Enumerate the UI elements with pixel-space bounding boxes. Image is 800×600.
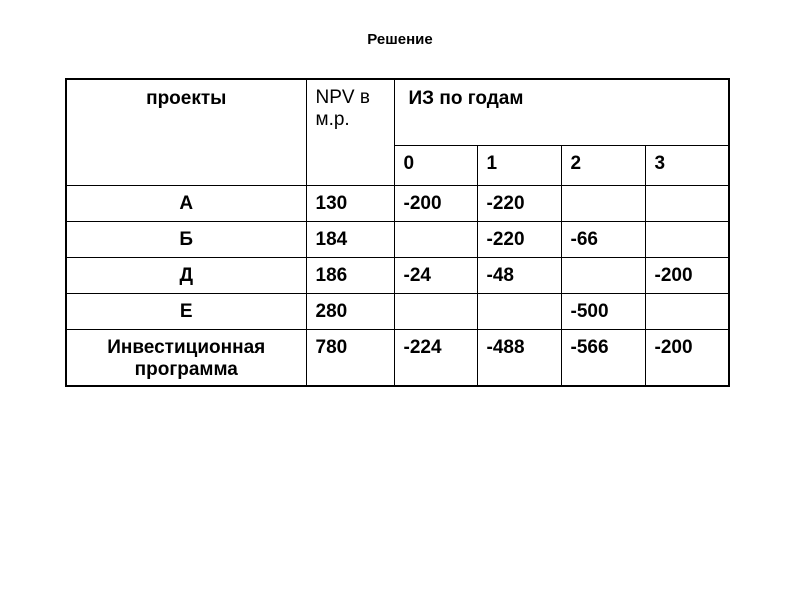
npv-cell: 186 [306, 257, 394, 293]
header-iz-by-years: ИЗ по годам [394, 79, 729, 145]
header-projects: проекты [66, 79, 306, 185]
year-0-cell: -24 [394, 257, 477, 293]
npv-cell: 780 [306, 329, 394, 386]
project-cell-total: Инвестиционная программа [66, 329, 306, 386]
year-1-cell: -220 [477, 185, 561, 221]
year-2-cell: -566 [561, 329, 645, 386]
year-2-cell: -500 [561, 293, 645, 329]
header-year-2: 2 [561, 145, 645, 185]
year-3-cell: -200 [645, 257, 729, 293]
year-0-cell [394, 293, 477, 329]
npv-cell: 130 [306, 185, 394, 221]
year-0-cell [394, 221, 477, 257]
year-3-cell [645, 221, 729, 257]
project-cell: Б [66, 221, 306, 257]
table-row [66, 221, 729, 257]
project-cell: А [66, 185, 306, 221]
table-row [66, 293, 729, 329]
header-row [66, 79, 729, 145]
page-title: Решение [367, 31, 433, 48]
year-1-cell: -488 [477, 329, 561, 386]
table-row [66, 257, 729, 293]
year-0-cell: -224 [394, 329, 477, 386]
header-year-3: 3 [645, 145, 729, 185]
year-3-cell [645, 293, 729, 329]
year-2-cell [561, 185, 645, 221]
year-3-cell [645, 185, 729, 221]
table-row [66, 185, 729, 221]
year-1-cell: -48 [477, 257, 561, 293]
year-1-cell: -220 [477, 221, 561, 257]
header-npv: NPV в м.р. [306, 79, 394, 185]
header-year-0: 0 [394, 145, 477, 185]
project-cell: Е [66, 293, 306, 329]
npv-cell: 280 [306, 293, 394, 329]
year-0-cell: -200 [394, 185, 477, 221]
investment-table [65, 78, 730, 387]
year-3-cell: -200 [645, 329, 729, 386]
year-2-cell [561, 257, 645, 293]
header-year-1: 1 [477, 145, 561, 185]
npv-cell: 184 [306, 221, 394, 257]
project-cell: Д [66, 257, 306, 293]
year-1-cell [477, 293, 561, 329]
year-2-cell: -66 [561, 221, 645, 257]
table-row-total [66, 329, 729, 386]
